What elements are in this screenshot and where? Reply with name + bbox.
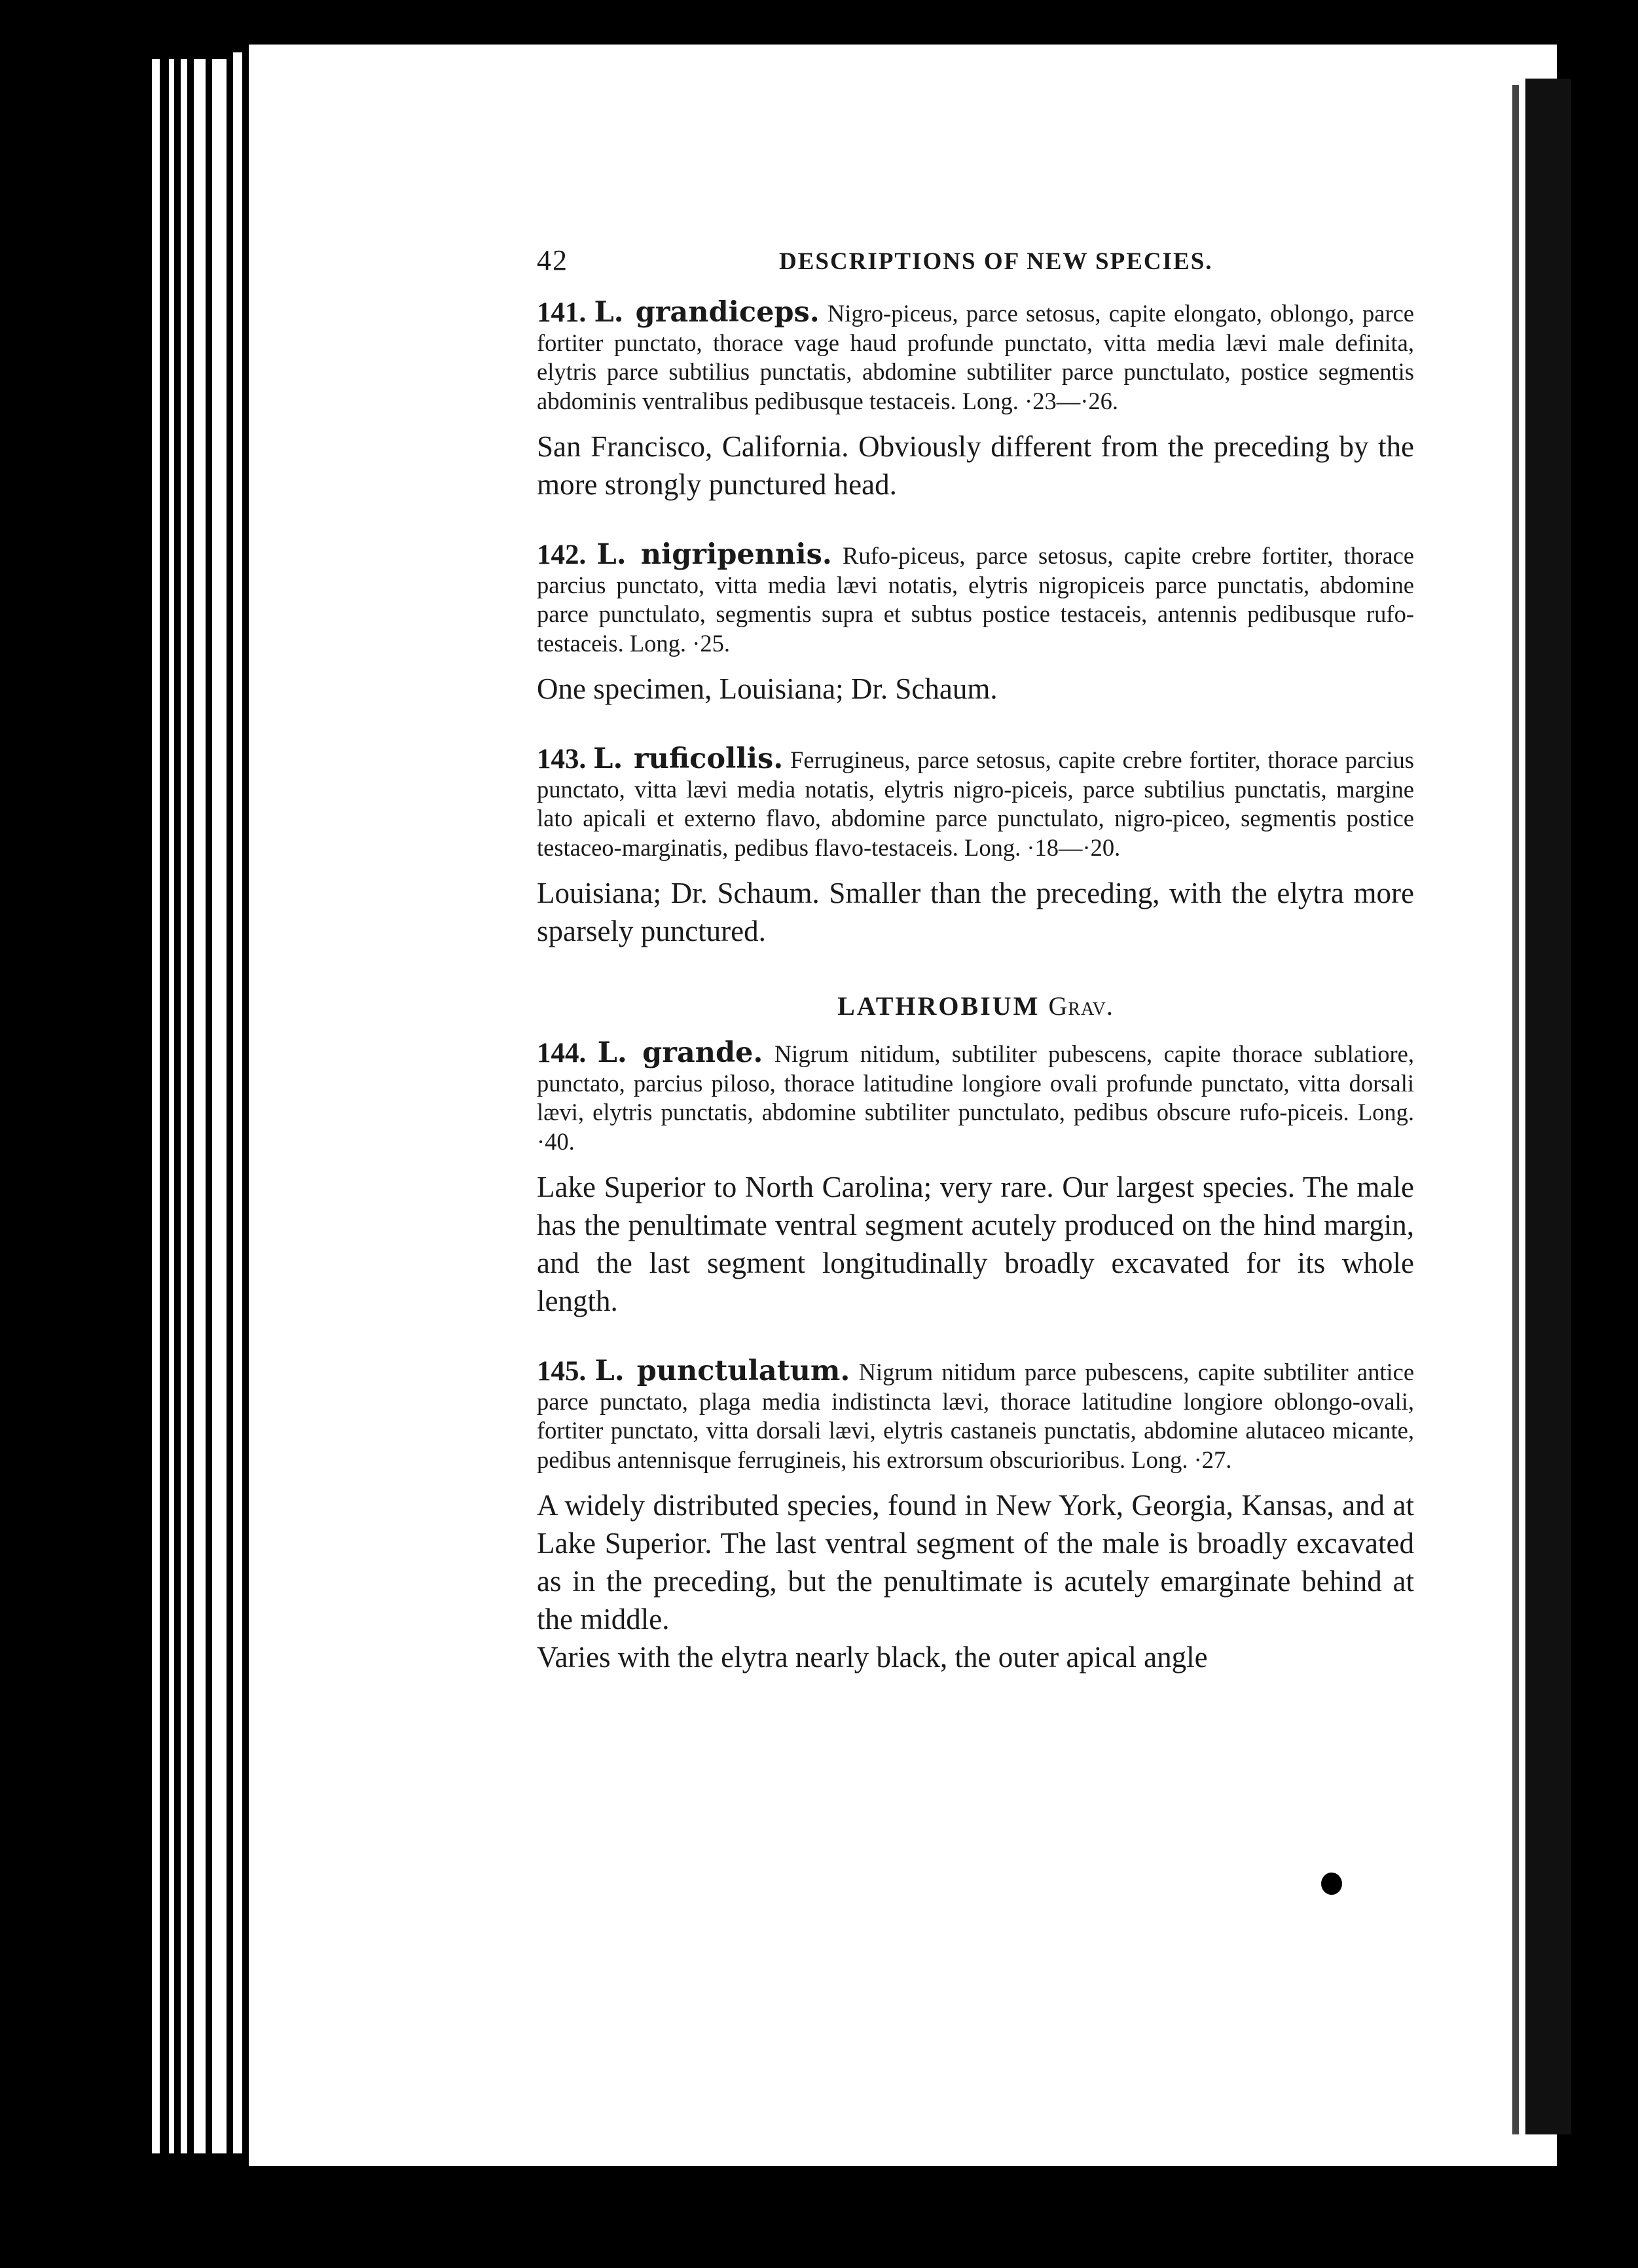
latin-description: Nigrum nitidum, subtiliter pubescens, capite thorace sublatiore, punctato, parcius piloso, thorace latitudine longiore ovali profunde punctato, vitta dorsali lævi, elytris punctatis, abdomine subtiliter punctulato, pedibus obscure rufo-piceis. Long. ·40. [537, 1040, 1415, 1155]
latin-description: Ferrugineus, parce setosus, capite crebre fortiter, thorace parcius punctato, vitta lævi media notatis, elytris nigro-piceis, parce subtilius punctatis, margine lato apicali et externo flavo, abdomine parce punctulato, nigro-piceo, segmentis postice testaceo-marginatis, pedibus flavo-testaceis. Long. ·18—·20. [537, 746, 1415, 861]
species-number: 145. [537, 1356, 587, 1387]
book-edge [152, 59, 160, 2153]
species-number: 141. [537, 297, 587, 328]
book-edge [212, 59, 227, 2153]
species-remark-continued: Varies with the elytra nearly black, the outer apical angle [537, 1641, 1208, 1674]
page-content [537, 298, 1414, 1676]
species-remark: Louisiana; Dr. Schaum. Smaller than the preceding, with the elytra more sparsely punctured. [537, 877, 1414, 947]
species-remark: San Francisco, California. Obviously different from the preceding by the more strongly punctured head. [537, 430, 1414, 501]
book-edge [169, 59, 174, 2153]
genus-author: Grav. [1048, 991, 1114, 1021]
latin-description: Nigrum nitidum parce pubescens, capite subtiliter antice parce punctato, plaga media indistincta lævi, thorace latitudine longiore oblongo-ovali, fortiter punctato, vitta dorsali lævi, elytris castaneis punctatis, abdomine alutaceo micante, pedibus antennisque ferrugineis, his extrorsum obscurioribus. Long. ·27. [537, 1359, 1415, 1473]
species-remark: One specimen, Louisiana; Dr. Schaum. [537, 672, 998, 705]
page-number: 42 [537, 244, 568, 276]
species-entry [537, 1357, 1414, 1676]
species-number: 144. [537, 1038, 587, 1069]
species-name: L. grandiceps. [594, 296, 820, 329]
page-gutter [1525, 79, 1571, 2134]
species-description [537, 1038, 1414, 1156]
species-description [537, 298, 1414, 416]
species-entry [537, 540, 1414, 708]
species-remark: Lake Superior to North Carolina; very rare. Our largest species. The male has the penultimate ventral segment acutely produced on the hind margin, and the last segment longitudinally broadly excavated for its whole length. [537, 1171, 1414, 1317]
species-entry [537, 744, 1414, 950]
species-number: 143. [537, 744, 587, 775]
species-name: L. ruficollis. [593, 742, 784, 775]
running-head: DESCRIPTIONS OF NEW SPECIES. [779, 248, 1213, 275]
species-name: L. nigripennis. [596, 538, 832, 571]
species-number: 142. [537, 540, 587, 570]
page-gutter-shadow [1512, 85, 1519, 2134]
latin-description: Rufo-piceus, parce setosus, capite crebre fortiter, thorace parcius punctato, vitta media lævi notatis, elytris nigropiceis parce punctatis, abdomine parce punctulato, segmentis supra et subtus postice testaceis, antennis pedibusque rufo-testaceis. Long. ·25. [537, 542, 1415, 657]
species-name: L. punctulatum. [594, 1355, 850, 1387]
genus-name: LATHROBIUM [837, 991, 1040, 1021]
species-description [537, 744, 1414, 862]
species-description [537, 1357, 1414, 1474]
species-entry [537, 1038, 1414, 1320]
book-edge [233, 52, 242, 2153]
species-name: L. grande. [597, 1036, 763, 1069]
species-description [537, 540, 1414, 658]
species-remark: A widely distributed species, found in New York, Georgia, Kansas, and at Lake Superior. The last ventral segment of the male is broadly excavated as in the preceding, but the penultimate is acutely emarginate behind at the middle. [537, 1489, 1414, 1636]
book-edge [194, 59, 206, 2153]
book-edge [181, 59, 187, 2153]
species-entry [537, 298, 1414, 503]
latin-description: Nigro-piceus, parce setosus, capite elongato, oblongo, parce fortiter punctato, thorace vage haud profunde punctato, vitta media lævi male definita, elytris parce subtilius punctatis, abdomine subtiliter parce punctulato, postice segmentis abdominis ventralibus pedibusque testaceis. Long. ·23—·26. [537, 300, 1414, 414]
ink-blot [1321, 1873, 1342, 1895]
page-header [537, 244, 1414, 283]
genus-heading [537, 991, 1414, 1021]
